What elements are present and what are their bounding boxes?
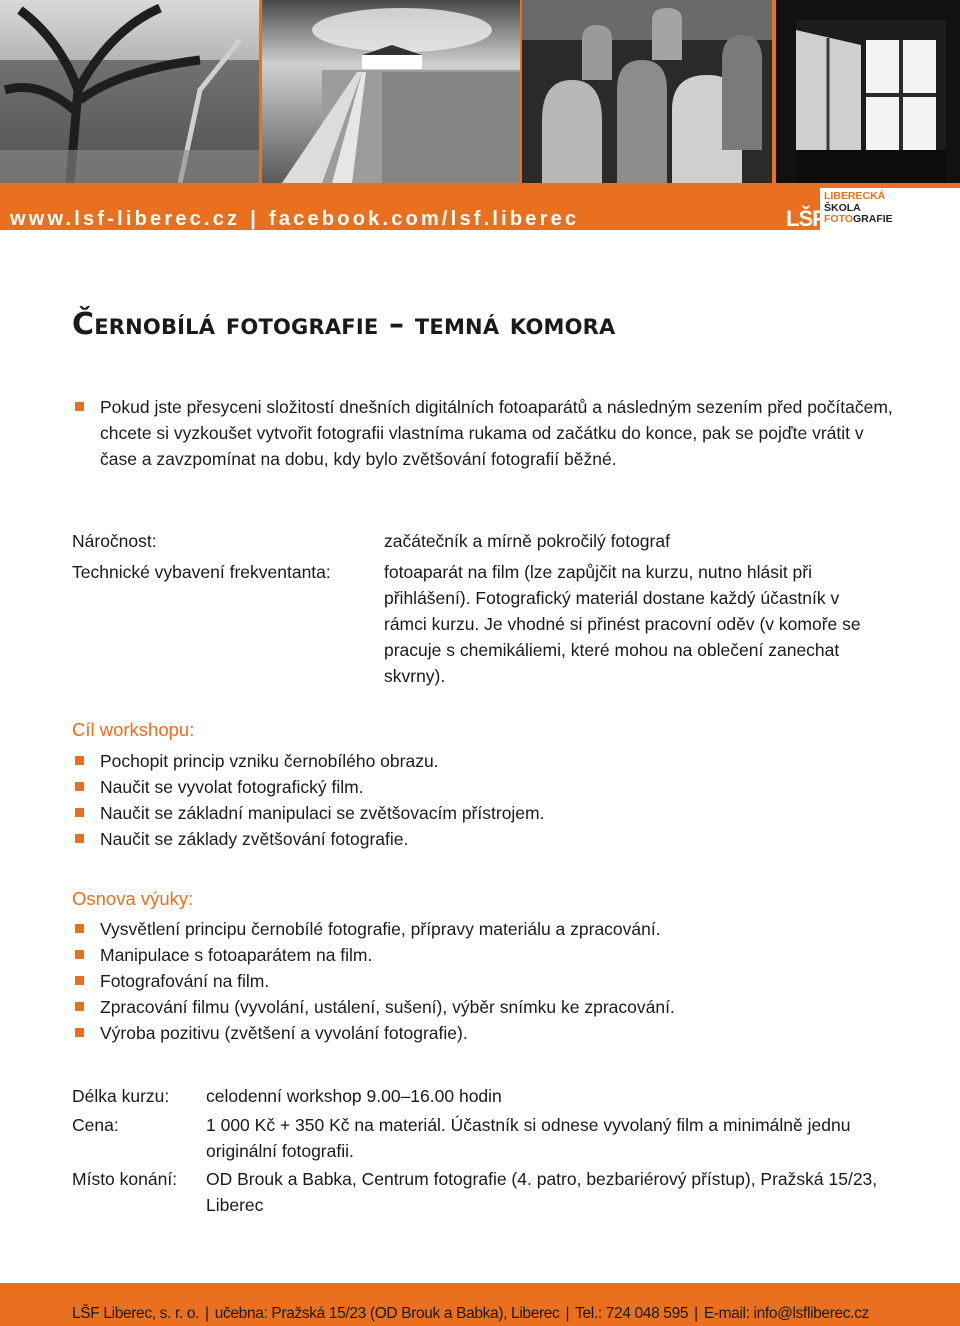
goal-list <box>72 748 892 852</box>
footer-contact <box>72 1303 869 1325</box>
list-item: Zpracování filmu (vyvolání, ustálení, sušení), výběr snímku ke zpracování. <box>72 994 892 1020</box>
difficulty-value: začátečník a mírně pokročilý fotograf <box>384 531 670 551</box>
website-link[interactable]: www.lsf-liberec.cz <box>10 208 241 230</box>
footer-phone[interactable]: Tel.: 724 048 595 <box>575 1305 689 1322</box>
page-title: Černobílá fotografie – temná komora <box>72 307 616 342</box>
field-path-photo <box>262 0 520 183</box>
list-item: Vysvětlení principu černobílé fotografie, přípravy materiálu a zpracování. <box>72 916 892 942</box>
list-item: Naučit se základní manipulaci se zvětšovacím přístrojem. <box>72 800 892 826</box>
link-separator: | <box>250 208 260 230</box>
logo-line-3a: FOTO <box>824 213 853 225</box>
intro-paragraph: Pokud jste přesyceni složitostí dnešních digitálních fotoaparátů a následným sezením před počítačem, chcete si vyzkoušet vytvořit fotografii vlastníma rukama od začátku do konce, pak se pojďte vrátit v čase a zavzpomínat na dobu, kdy bylo zvětšování fotografií běžné. <box>72 394 900 472</box>
logo-line-3b: GRAFIE <box>852 213 893 225</box>
header-band <box>0 0 960 230</box>
logo-text <box>824 191 893 226</box>
logo-line-1: LIBERECKÁ <box>824 190 886 202</box>
place-value: OD Brouk a Babka, Centrum fotografie (4. patro, bezbariérový přístup), Pražská 15/23, Liberec <box>206 1169 878 1215</box>
equipment-value: fotoaparát na film (lze zapůjčit na kurzu, nutno hlásit při přihlášení). Fotografický materiál dostane každý účastník v rámci kurzu. Je vhodné si přinést pracovní oděv (v komoře se pracuje s chemikáliemi, které mohou na oblečení zanechat skvrny). <box>384 562 861 686</box>
difficulty-label: Náročnost: <box>72 531 157 551</box>
footer-org: LŠF Liberec, s. r. o. <box>72 1305 200 1322</box>
cemetery-photo <box>522 0 772 183</box>
logo-line-2: ŠKOLA <box>824 201 861 214</box>
price-label: Cena: <box>72 1115 119 1135</box>
footer-divider: | <box>565 1305 570 1322</box>
list-item: Pochopit princip vzniku černobílého obrazu. <box>72 748 892 774</box>
logo-mark: LŠF <box>786 206 825 231</box>
list-item: Fotografování na film. <box>72 968 892 994</box>
web-links <box>10 206 579 230</box>
list-item: Výroba pozitivu (zvětšení a vyvolání fotografie). <box>72 1020 892 1046</box>
tree-photo <box>0 0 259 183</box>
outline-list <box>72 916 892 1046</box>
footer-band <box>0 1283 960 1326</box>
list-item: Manipulace s fotoaparátem na film. <box>72 942 892 968</box>
footer-email[interactable]: E-mail: info@lsfliberec.cz <box>703 1305 869 1322</box>
footer-divider: | <box>694 1305 698 1322</box>
length-value: celodenní workshop 9.00–16.00 hodin <box>206 1086 502 1106</box>
list-item: Naučit se vyvolat fotografický film. <box>72 774 892 800</box>
window-photo <box>776 0 960 183</box>
footer-divider: | <box>205 1305 209 1322</box>
facebook-link[interactable]: facebook.com/lsf.liberec <box>269 208 580 230</box>
list-item: Naučit se základy zvětšování fotografie. <box>72 826 892 852</box>
outline-heading: Osnova výuky: <box>72 888 194 909</box>
place-label: Místo konání: <box>72 1169 178 1189</box>
footer-classroom: učebna: Pražská 15/23 (OD Brouk a Babka), Liberec <box>214 1305 560 1322</box>
length-label: Délka kurzu: <box>72 1086 170 1106</box>
goal-heading: Cíl workshopu: <box>72 719 195 740</box>
equipment-label: Technické vybavení frekventanta: <box>72 562 331 582</box>
price-value: 1 000 Kč + 350 Kč na materiál. Účastník si odnese vyvolaný film a minimálně jednu originální fotografii. <box>206 1115 851 1161</box>
